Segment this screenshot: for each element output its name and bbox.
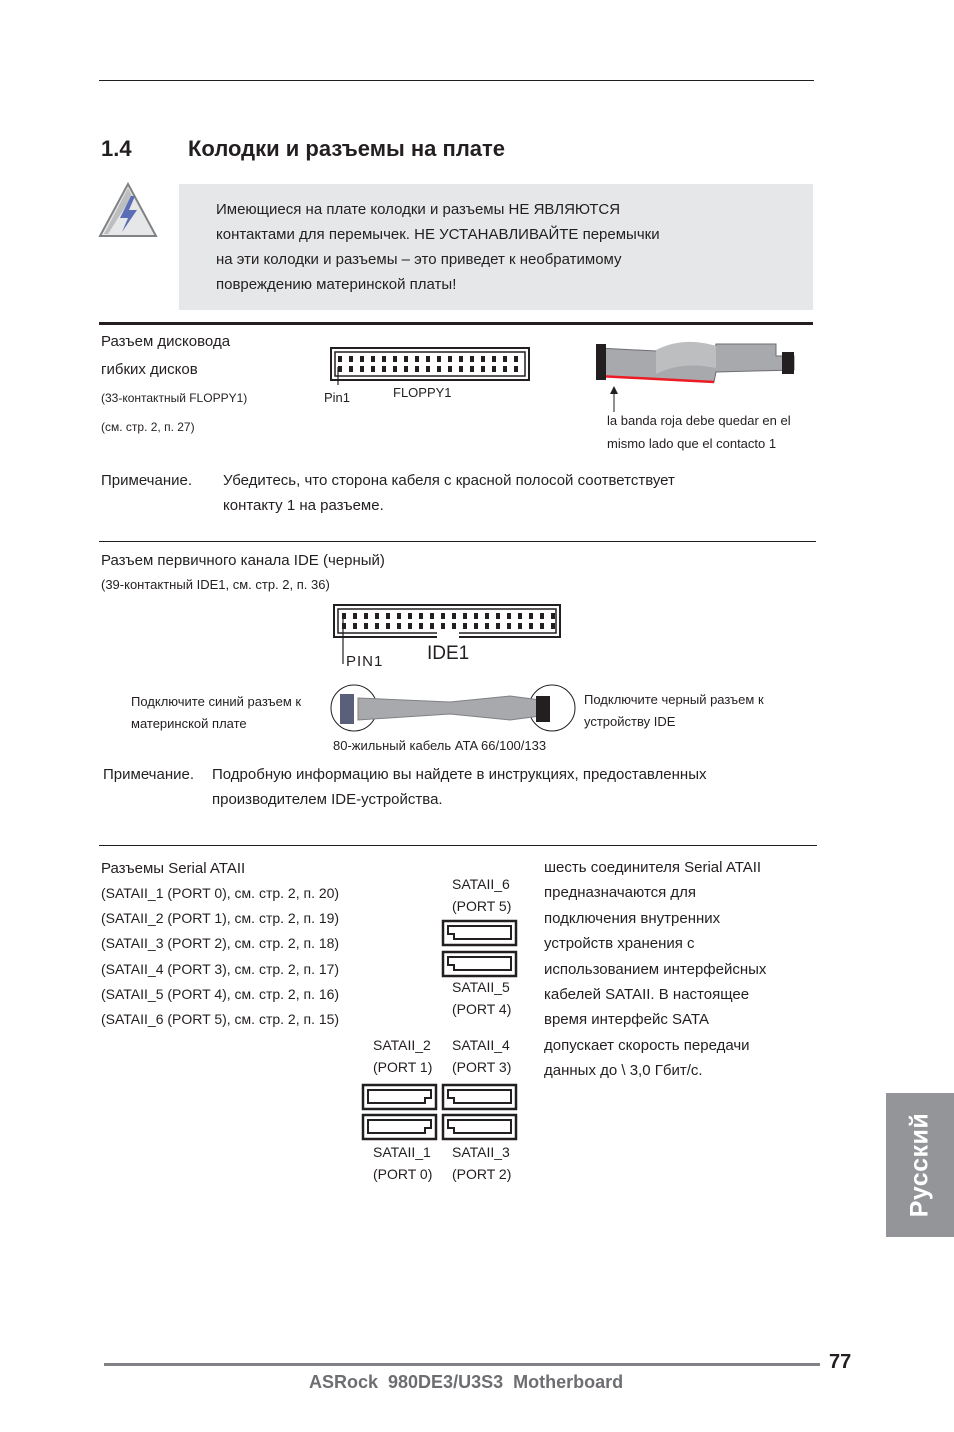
connector-pin bbox=[382, 356, 386, 362]
connector-pin bbox=[364, 613, 368, 619]
connector-pin bbox=[426, 356, 430, 362]
connector-pin bbox=[485, 623, 489, 629]
connector-pin bbox=[503, 366, 507, 372]
floppy-note-text: Убедитесь, что сторона кабеля с красной полосой соответствует контакту 1 на разъеме. bbox=[223, 472, 675, 514]
connector-pin bbox=[540, 623, 544, 629]
connector-pin bbox=[371, 356, 375, 362]
connector-pin bbox=[393, 356, 397, 362]
connector-pin bbox=[518, 623, 522, 629]
connector-pin bbox=[371, 366, 375, 372]
sata-rule bbox=[99, 845, 817, 846]
language-tab bbox=[886, 1093, 954, 1237]
connector-pin bbox=[514, 356, 518, 362]
sata1-label: SATAII_1 (PORT 0) bbox=[373, 1144, 433, 1182]
connector-pin bbox=[382, 366, 386, 372]
sata6-label: SATAII_6 (PORT 5) bbox=[452, 876, 512, 914]
connector-pin bbox=[353, 623, 357, 629]
connector-pin bbox=[507, 613, 511, 619]
floppy-connector-label: FLOPPY1 bbox=[393, 385, 452, 400]
connector-pin bbox=[481, 366, 485, 372]
connector-pin bbox=[540, 613, 544, 619]
sata4-label: SATAII_4 (PORT 3) bbox=[452, 1037, 512, 1075]
ide-note-label: Примечание. bbox=[103, 766, 194, 783]
sata1-connector bbox=[362, 1114, 437, 1140]
ide-pin-label: PIN1 bbox=[346, 653, 384, 670]
connector-pin bbox=[404, 356, 408, 362]
sata-title: Разъемы Serial ATAII bbox=[101, 860, 246, 877]
connector-pin bbox=[397, 613, 401, 619]
top-rule bbox=[99, 80, 814, 81]
connector-pin bbox=[470, 356, 474, 362]
connector-pin bbox=[518, 613, 522, 619]
sata-port-list: (SATAII_1 (PORT 0), см. стр. 2, п. 20) (SATAII_2 (PORT 1), см. стр. 2, п. 19) (SATAII_3 (PORT 2), см. стр. 2, п. 18) (SATAII_4 (PORT 3), см. стр. 2, п. 17) (SATAII_5 (PORT 4), см. стр. 2, п. 16) (SATAII_6 (PORT 5), см. стр. 2, п. 15) bbox=[101, 885, 340, 1027]
connector-pin bbox=[419, 623, 423, 629]
connector-pin bbox=[375, 613, 379, 619]
ide-note-text: Подробную информацию вы найдете в инструкциях, предоставленных производителем IDE-устройства. bbox=[212, 766, 707, 808]
connector-pin bbox=[404, 366, 408, 372]
sata5-connector bbox=[442, 951, 517, 977]
connector-pin bbox=[474, 613, 478, 619]
ide-cable-caption: 80-жильный кабель ATA 66/100/133 bbox=[333, 738, 547, 753]
connector-pin bbox=[426, 366, 430, 372]
ide-cable-image bbox=[330, 684, 576, 736]
connector-pin bbox=[360, 366, 364, 372]
section-number: 1.4 bbox=[101, 136, 132, 161]
connector-pin bbox=[338, 366, 342, 372]
connector-pin bbox=[338, 356, 342, 362]
sata6-connector bbox=[442, 920, 517, 946]
connector-pin bbox=[448, 356, 452, 362]
ide-title: Разъем первичного канала IDE (черный) bbox=[101, 552, 385, 569]
floppy-ref: (см. стр. 2, п. 27) bbox=[101, 420, 195, 434]
floppy-rule bbox=[99, 322, 813, 325]
floppy-title: Разъем дисковода гибких дисков bbox=[101, 333, 231, 378]
connector-pin bbox=[470, 366, 474, 372]
connector-pin bbox=[408, 613, 412, 619]
connector-pin bbox=[452, 613, 456, 619]
connector-pin bbox=[474, 623, 478, 629]
ide-rule bbox=[99, 541, 816, 542]
warning-line: на эти колодки и разъемы – это приведет к необратимому bbox=[216, 251, 622, 268]
floppy-pin-label: Pin1 bbox=[324, 390, 351, 405]
connector-pin bbox=[441, 613, 445, 619]
connector-pin bbox=[430, 623, 434, 629]
connector-pin bbox=[408, 623, 412, 629]
warning-lightning-icon bbox=[98, 182, 160, 240]
connector-pin bbox=[496, 623, 500, 629]
language-tab-label: Русский bbox=[905, 1112, 934, 1218]
connector-pin bbox=[503, 356, 507, 362]
connector-pin bbox=[463, 623, 467, 629]
connector-pin bbox=[353, 613, 357, 619]
connector-pin bbox=[419, 613, 423, 619]
warning-line: Имеющиеся на плате колодки и разъемы НЕ ЯВЛЯЮТСЯ bbox=[216, 201, 621, 218]
footer-rule bbox=[104, 1363, 820, 1366]
footer-product: ASRock 980DE3/U3S3 Motherboard bbox=[309, 1372, 624, 1392]
connector-pin bbox=[507, 623, 511, 629]
connector-pin bbox=[386, 613, 390, 619]
ide-left-note: Подключите синий разъем к материнской плате bbox=[131, 694, 302, 731]
connector-pin bbox=[437, 366, 441, 372]
connector-pin bbox=[393, 366, 397, 372]
connector-pin bbox=[529, 623, 533, 629]
connector-pin bbox=[481, 356, 485, 362]
connector-pin bbox=[397, 623, 401, 629]
sata3-label: SATAII_3 (PORT 2) bbox=[452, 1144, 512, 1182]
connector-pin bbox=[514, 366, 518, 372]
sata3-connector bbox=[442, 1114, 517, 1140]
sata4-connector bbox=[442, 1084, 517, 1110]
sata2-label: SATAII_2 (PORT 1) bbox=[373, 1037, 433, 1075]
connector-pin bbox=[360, 356, 364, 362]
connector-pin bbox=[485, 613, 489, 619]
warning-line: повреждению материнской платы! bbox=[216, 276, 457, 293]
connector-pin bbox=[375, 623, 379, 629]
connector-pin bbox=[492, 366, 496, 372]
connector-pin bbox=[551, 623, 555, 629]
connector-pin bbox=[386, 623, 390, 629]
connector-pin bbox=[551, 613, 555, 619]
sata2-connector bbox=[362, 1084, 437, 1110]
floppy-note-label: Примечание. bbox=[101, 472, 192, 489]
connector-pin bbox=[463, 613, 467, 619]
connector-pin bbox=[441, 623, 445, 629]
page-number: 77 bbox=[829, 1351, 852, 1373]
section-title: Колодки и разъемы на плате bbox=[188, 136, 506, 161]
floppy-cable-note: la banda roja debe quedar en el mismo lado que el contacto 1 bbox=[607, 413, 791, 451]
ide-connector-label: IDE1 bbox=[427, 643, 470, 664]
connector-pin bbox=[496, 613, 500, 619]
connector-pin bbox=[415, 366, 419, 372]
sata-description: шесть соединителя Serial ATAII предназначаются для подключения внутренних устройств хранения с использованием интерфейсных кабелей SATAII. В настоящее время интерфейс SATA допускает скорость передачи данных до \ 3,0 Гбит/с. bbox=[544, 859, 767, 1080]
ide-spec: (39-контактный IDE1, см. стр. 2, п. 36) bbox=[101, 577, 330, 592]
connector-pin bbox=[349, 366, 353, 372]
floppy-ribbon-cable-image bbox=[596, 338, 796, 386]
connector-pin bbox=[349, 356, 353, 362]
connector-pin bbox=[364, 623, 368, 629]
connector-pin bbox=[437, 356, 441, 362]
connector-pin bbox=[529, 613, 533, 619]
warning-box bbox=[179, 184, 813, 310]
ide-right-note: Подключите черный разъем к устройству IDE bbox=[584, 692, 764, 729]
connector-pin bbox=[459, 366, 463, 372]
connector-pin bbox=[430, 613, 434, 619]
warning-line: контактами для перемычек. НЕ УСТАНАВЛИВАЙТЕ перемычки bbox=[216, 226, 660, 243]
connector-pin bbox=[415, 356, 419, 362]
connector-pin bbox=[492, 356, 496, 362]
connector-pin bbox=[459, 356, 463, 362]
ide-connector-diagram bbox=[333, 604, 561, 638]
floppy-connector-diagram bbox=[330, 347, 530, 381]
floppy-spec: (33-контактный FLOPPY1) bbox=[101, 391, 248, 405]
connector-pin bbox=[448, 366, 452, 372]
sata5-label: SATAII_5 (PORT 4) bbox=[452, 979, 512, 1017]
connector-pin bbox=[452, 623, 456, 629]
